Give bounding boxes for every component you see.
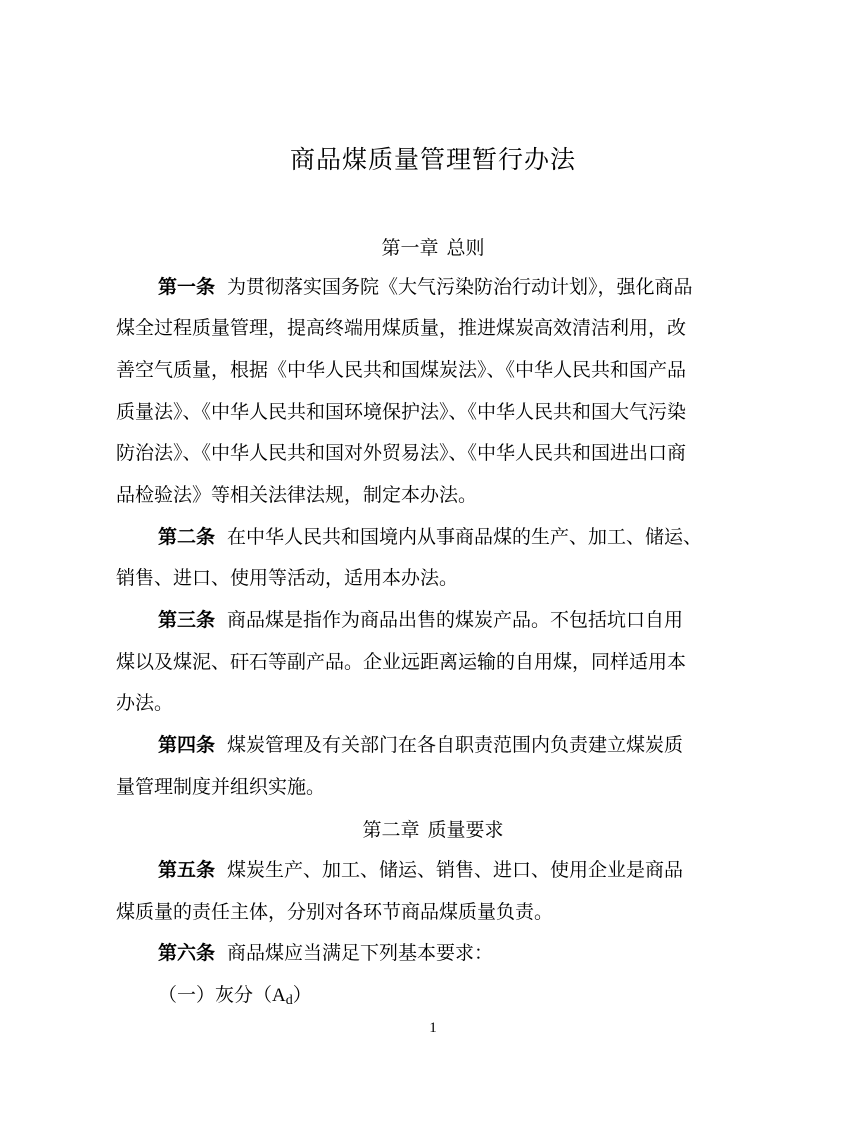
chapter-heading-2 (0, 815, 866, 842)
page-number: 1 (429, 1020, 437, 1036)
article-label: 第三条 (158, 609, 216, 631)
article-text: 为贯彻落实国务院《大气污染防治行动计划》，强化商品 (227, 276, 693, 298)
article-1-line-4: 质量法》、《中华人民共和国环境保护法》、《中华人民共和国大气污染 (116, 401, 687, 423)
article-5-line-2: 煤质量的责任主体，分别对各环节商品煤质量负责。 (116, 901, 554, 923)
chapter-number: 第二章 (362, 819, 420, 841)
article-2-line-2: 销售、进口、使用等活动，适用本办法。 (116, 567, 459, 589)
document-title: 商品煤质量管理暂行办法 (289, 145, 576, 174)
item-prefix: （一）灰分（ (158, 984, 273, 1006)
ash-symbol: A (272, 985, 286, 1006)
chapter-name: 总则 (446, 237, 485, 259)
article-3-line-1 (158, 606, 798, 634)
article-4-line-2: 量管理制度并组织实施。 (116, 776, 326, 798)
chapter-number: 第一章 (381, 237, 439, 259)
article-label: 第六条 (158, 942, 216, 964)
item-suffix: ） (292, 984, 312, 1006)
article-text: 煤炭生产、加工、储运、销售、进口、使用企业是商品 (227, 859, 684, 881)
article-3-line-2: 煤以及煤泥、矸石等副产品。企业远距离运输的自用煤，同样适用本 (116, 651, 687, 673)
ash-subscript: d (285, 993, 293, 1008)
article-6-line-1 (158, 939, 798, 967)
article-1-line-3: 善空气质量，根据《中华人民共和国煤炭法》、《中华人民共和国产品 (116, 359, 687, 381)
article-3-line-3: 办法。 (116, 692, 174, 714)
article-label: 第五条 (158, 859, 216, 881)
chapter-name: 质量要求 (427, 819, 504, 841)
article-text: 煤炭管理及有关部门在各自职责范围内负责建立煤炭质 (227, 734, 684, 756)
article-4-line-1 (158, 731, 798, 759)
item-1-line (158, 981, 798, 1015)
article-1-line-5: 防治法》、《中华人民共和国对外贸易法》、《中华人民共和国进出口商 (116, 442, 687, 464)
article-1-line-2: 煤全过程质量管理，提高终端用煤质量，推进煤炭高效清洁利用，改 (116, 317, 687, 339)
article-1-line-1 (158, 273, 798, 301)
article-label: 第二条 (158, 526, 216, 548)
chapter-heading-1 (0, 233, 866, 260)
article-label: 第一条 (158, 276, 216, 298)
article-text: 商品煤应当满足下列基本要求： (227, 942, 494, 964)
article-5-line-1 (158, 856, 798, 884)
article-2-line-1 (158, 523, 798, 551)
article-text: 在中华人民共和国境内从事商品煤的生产、加工、储运、 (227, 526, 703, 548)
article-label: 第四条 (158, 734, 216, 756)
article-1-line-6: 品检验法》等相关法律法规，制定本办法。 (116, 484, 478, 506)
article-text: 商品煤是指作为商品出售的煤炭产品。不包括坑口自用 (227, 609, 684, 631)
